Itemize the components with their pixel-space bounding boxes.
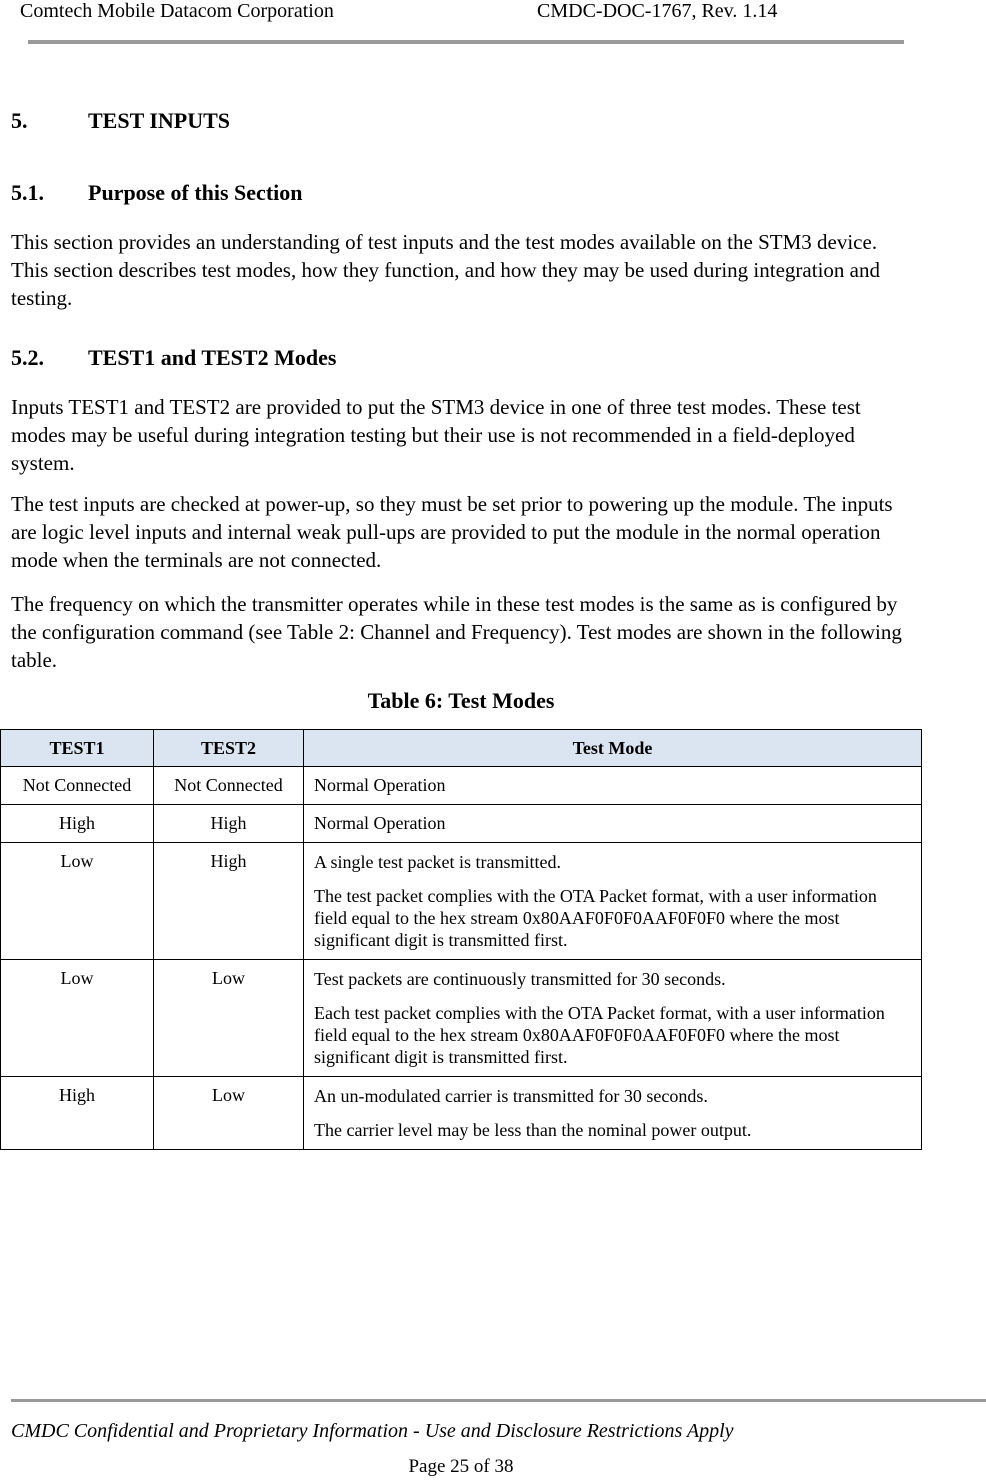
test-mode-text: Test packets are continuously transmitted for 30 seconds. [314, 969, 726, 989]
subsection-number: 5.2. [11, 345, 44, 370]
table-row [1, 805, 922, 843]
modes-paragraph-2: The test inputs are checked at power-up, so they must be set prior to powering up the module. The inputs are logic level inputs and internal weak pull-ups are provided to put the module in the normal operation mode when the terminals are not connected. [11, 492, 893, 572]
subsection-title: Purpose of this Section [88, 180, 303, 205]
test2-cell: High [154, 843, 304, 960]
test-mode-cell [304, 960, 922, 1077]
footer-notice: CMDC Confidential and Proprietary Information - Use and Disclosure Restrictions Apply [11, 1420, 734, 1442]
subsection-title: TEST1 and TEST2 Modes [88, 345, 337, 370]
footer-rule [11, 1399, 986, 1402]
test1-cell: Low [1, 843, 154, 960]
test-mode-detail: The test packet complies with the OTA Packet format, with a user information field equal to the hex stream 0x80AAF0F0F0AAF0F0F0 where the most significant digit is transmitted first. [314, 886, 877, 950]
header-doc-id: CMDC-DOC-1767, Rev. 1.14 [537, 0, 778, 22]
table-row [1, 960, 922, 1077]
header-cell-test1: TEST1 [1, 730, 154, 767]
test-mode-text: An un-modulated carrier is transmitted for 30 seconds. [314, 1086, 708, 1106]
subsection-heading-modes [11, 345, 336, 371]
section-title: TEST INPUTS [88, 108, 231, 133]
test2-cell: Low [154, 960, 304, 1077]
table-row [1, 767, 922, 805]
test-mode-detail: The carrier level may be less than the nominal power output. [314, 1120, 752, 1140]
test1-cell: Not Connected [1, 767, 154, 805]
modes-paragraph-1: Inputs TEST1 and TEST2 are provided to put the STM3 device in one of three test modes. These test modes may be useful during integration testing but their use is not recommended in a field-deployed system. [11, 395, 861, 475]
section-heading [11, 108, 230, 134]
table-row [1, 1077, 922, 1150]
header-rule [28, 40, 904, 44]
test-mode-cell [304, 767, 922, 805]
test-mode-cell [304, 805, 922, 843]
header-company: Comtech Mobile Datacom Corporation [20, 0, 334, 22]
subsection-number: 5.1. [11, 180, 44, 205]
test2-cell: Not Connected [154, 767, 304, 805]
table-header-row [1, 730, 922, 767]
test-mode-text: Normal Operation [314, 775, 446, 795]
test-mode-text: Normal Operation [314, 813, 446, 833]
test1-cell: High [1, 805, 154, 843]
test1-cell: High [1, 1077, 154, 1150]
test-mode-detail: Each test packet complies with the OTA Packet format, with a user information field equal to the hex stream 0x80AAF0F0F0AAF0F0F0 where the most significant digit is transmitted first. [314, 1003, 885, 1067]
section-number: 5. [11, 108, 28, 133]
table-caption: Table 6: Test Modes [367, 688, 555, 713]
test2-cell: Low [154, 1077, 304, 1150]
page-number: Page 25 of 38 [408, 1456, 514, 1477]
test-mode-cell [304, 843, 922, 960]
test-mode-text: A single test packet is transmitted. [314, 852, 561, 872]
test2-cell: High [154, 805, 304, 843]
modes-paragraph-3: The frequency on which the transmitter operates while in these test modes is the same as is configured by the configuration command (see Table 2: Channel and Frequency). Test modes are shown in the following table. [11, 592, 902, 672]
test-mode-cell [304, 1077, 922, 1150]
subsection-heading-purpose [11, 180, 303, 206]
header-cell-test2: TEST2 [154, 730, 304, 767]
purpose-paragraph: This section provides an understanding of test inputs and the test modes available on the STM3 device. This section describes test modes, how they function, and how they may be used during integration and testing. [11, 230, 880, 310]
header-cell-test-mode: Test Mode [304, 730, 922, 767]
test1-cell: Low [1, 960, 154, 1077]
table-row [1, 843, 922, 960]
test-modes-table [0, 729, 922, 1150]
